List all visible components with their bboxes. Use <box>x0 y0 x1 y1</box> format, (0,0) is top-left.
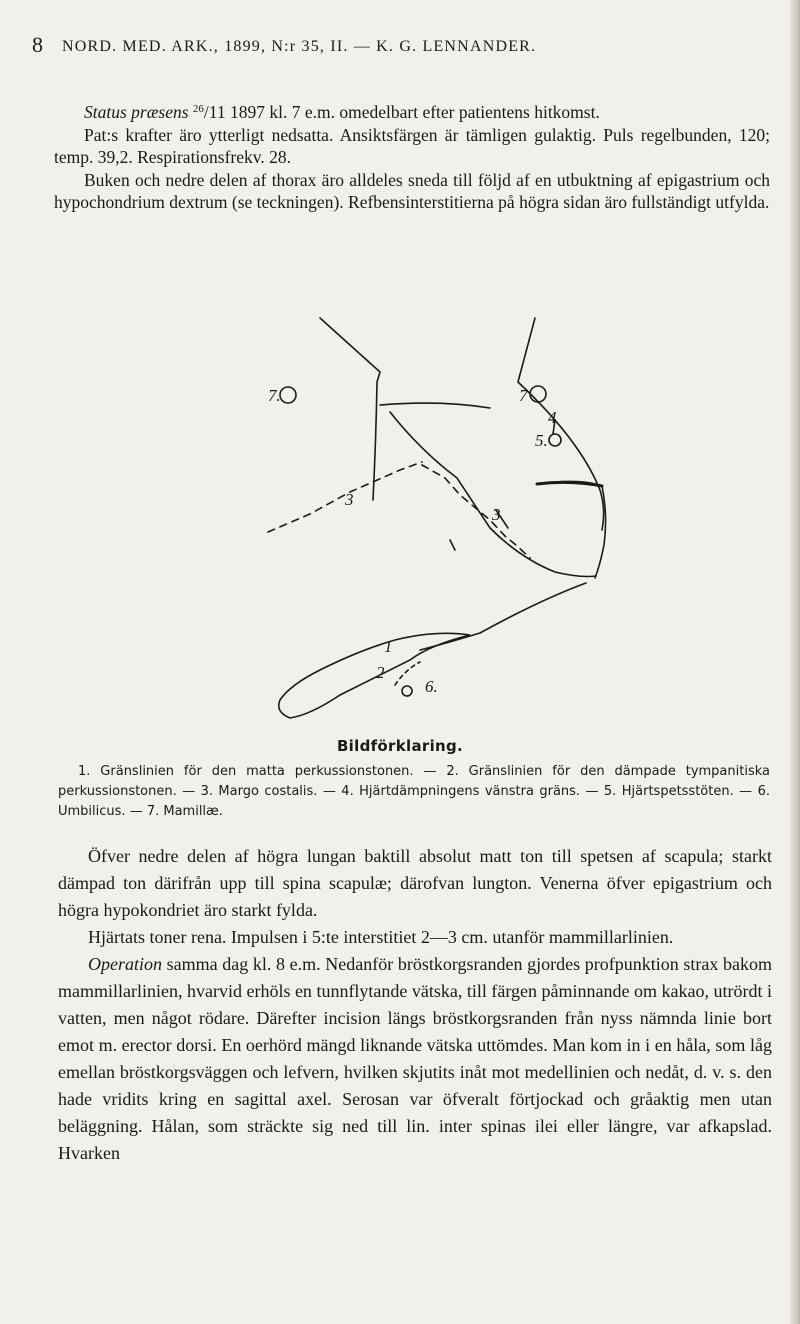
paragraph-abdomen: Buken och nedre delen af thorax äro alldeles sneda till följd af en utbuktning af epigastrium och hypochondrium dextrum (se teckningen). Refbensinterstitierna på högra sidan äro fullständigt utfylda. <box>54 169 770 212</box>
right-mamilla-circle <box>530 386 546 402</box>
operation-text: samma dag kl. 8 e.m. Nedanför bröstkorgsranden gjordes profpunktion strax bakom mammillarlinien, hvarvid erhöls en tunnflytande vätska, till färgen påminnande om kakao, utrördt i vatten, men något rödare. Därefter incision längs bröstkorgsranden från nyss nämnda linie bort emot m. erector dorsi. En oerhörd mängd liknande vätska uttömdes. Man kom in i en håla, som låg emellan bröstkorgsväggen och lefvern, hvilken skjutits inåt mot medellinien och nedåt, d. v. s. den hade vridits kring en sagittal axel. Serosan var öfveralt förtjockad och gråaktig men utan beläggning. Hålan, som sträckte sig ned till lin. inter spinas ilei eller längre, var afkapslad. Hvarken <box>58 954 772 1163</box>
label-umbilicus: 6. <box>425 677 438 696</box>
paragraph-lungs: Öfver nedre delen af högra lungan baktill absolut matt ton till spetsen af scapula; starkt dämpad ton därifrån upp till spina scapulæ; därofvan lungton. Venerna öfver epigastrium och högra hypokondriet äro starkt fylda. <box>58 846 772 920</box>
paragraph-operation <box>58 951 772 1167</box>
dashed-line-3 <box>422 465 530 558</box>
heart-line-top <box>537 482 602 486</box>
label-heart-border: 4 <box>548 408 557 427</box>
left-mamilla-circle <box>280 387 296 403</box>
status-date-rest: 1897 kl. 7 e.m. omedelbart efter patientens hitkomst. <box>225 102 600 122</box>
case-report-top <box>54 98 770 214</box>
figure-caption-title: Bildförklaring. <box>336 737 464 755</box>
label-mamilla-left: 7. <box>268 386 281 405</box>
torso-outline-left <box>320 318 380 500</box>
torso-outline-right <box>518 318 604 530</box>
label-margo-costalis-b: 3 <box>492 505 501 524</box>
label-mat-border: 1 <box>384 637 393 656</box>
margo-costalis-line <box>390 412 596 577</box>
tick-2 <box>450 540 455 550</box>
status-praesens-line <box>54 98 770 124</box>
status-date-denominator: /11 <box>203 102 226 122</box>
page-edge-shadow <box>790 0 800 1324</box>
label-mamilla-right: 7 <box>519 386 528 405</box>
operation-label: Operation <box>88 954 162 974</box>
running-title: NORD. MED. ARK., 1899, N:r 35, II. — K. G. LENNANDER. <box>62 38 537 55</box>
paragraph-condition: Pat:s krafter äro ytterligt nedsatta. Ansiktsfärgen är tämligen gulaktig. Puls regelbunden, 120; temp. 39,2. Respirationsfrekv. 28. <box>54 124 770 167</box>
label-apex: 5. <box>535 431 548 450</box>
label-tympanic-border: 2 <box>376 663 385 682</box>
paragraph-heart: Hjärtats toner rena. Impulsen i 5:te interstitiet 2—3 cm. utanför mammillarlinien. <box>88 927 674 947</box>
mat-border-line <box>420 583 586 650</box>
umbilicus-circle <box>402 686 412 696</box>
case-report-body <box>58 843 772 1167</box>
apex-beat-circle <box>549 434 561 446</box>
figure-legend: 1. Gränslinien för den matta perkussionstonen. — 2. Gränslinien för den dämpade tympanitiska perkussionstonen. — 3. Margo costalis. — 4. Hjärtdämpningens vänstra gräns. — 5. Hjärtspetsstöten. — 6. Umbilicus. — 7. Mamillæ. <box>58 764 770 819</box>
status-date-numerator: 26 <box>192 103 204 115</box>
lower-abdomen-outline <box>279 633 470 718</box>
page-number: 8 <box>32 32 45 57</box>
heart-dullness-arc <box>537 481 606 578</box>
status-label: Status præsens <box>84 102 189 122</box>
abdomen-sketch-figure <box>250 300 650 730</box>
chest-line-left <box>380 403 490 408</box>
label-margo-costalis-a: 3 <box>345 490 354 509</box>
